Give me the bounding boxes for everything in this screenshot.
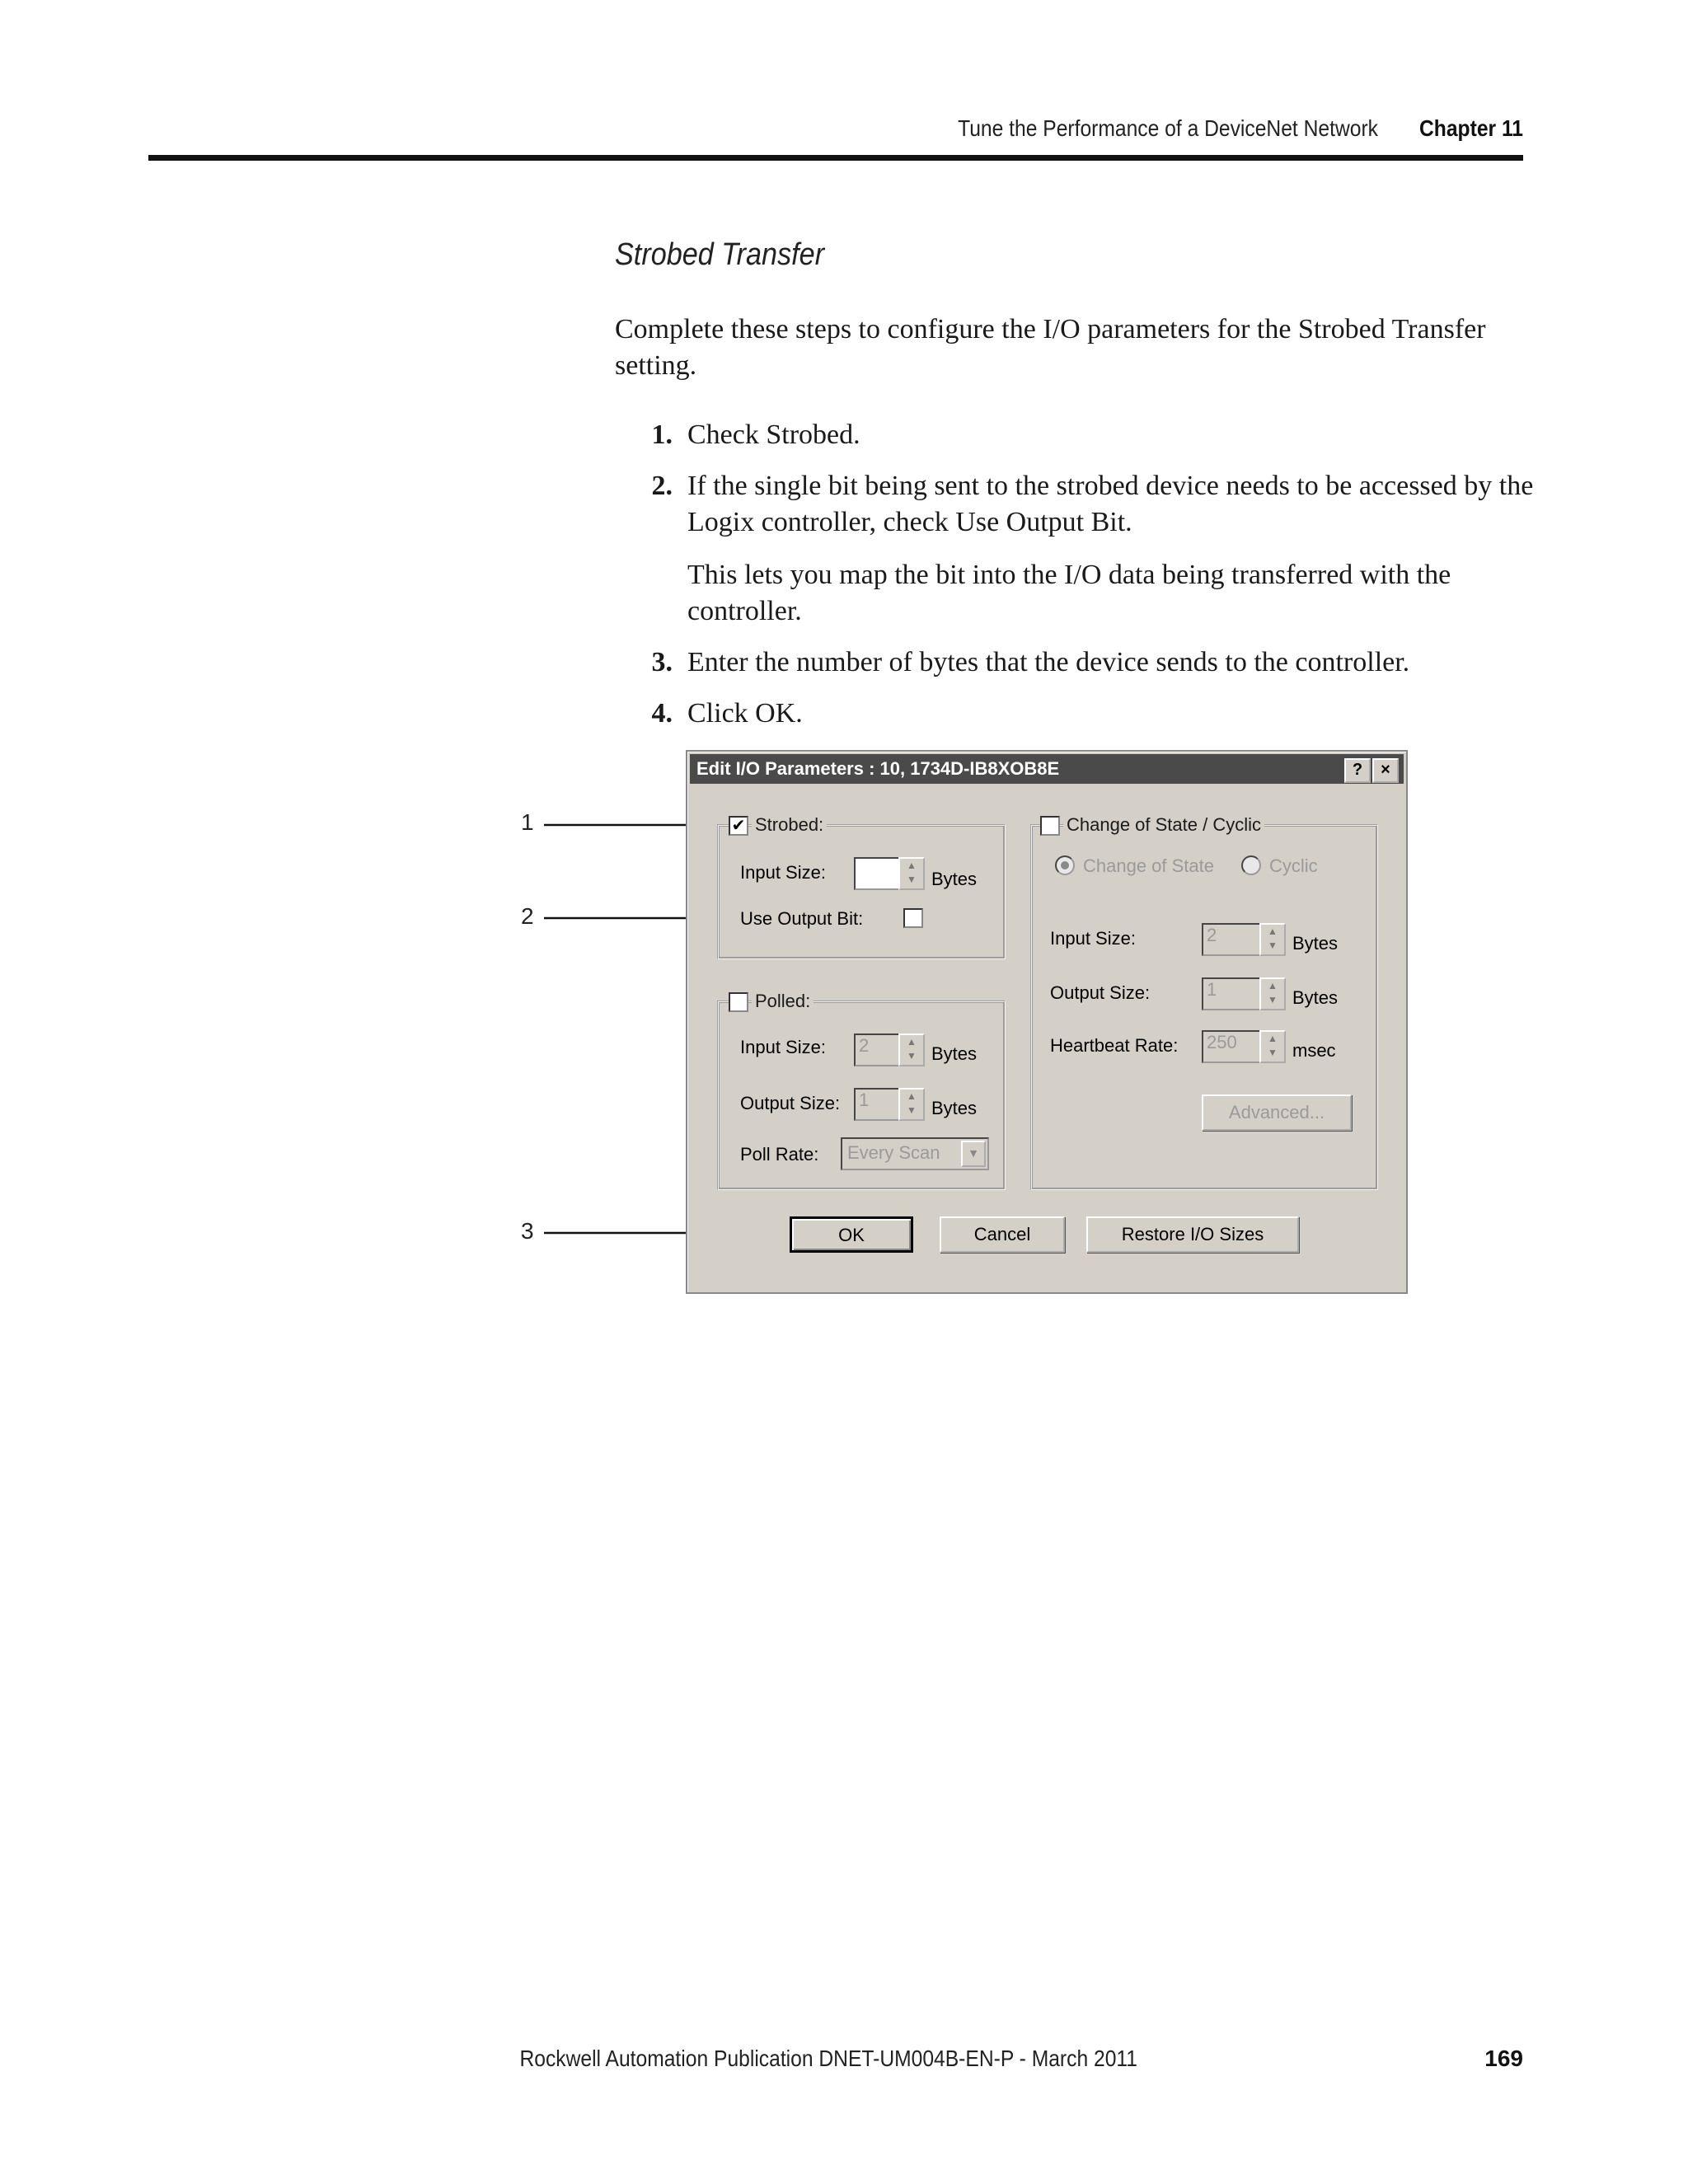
step-2-note: This lets you map the bit into the I/O data being transferred with the controller. <box>687 560 1451 626</box>
running-header-chapter: Chapter 11 <box>1419 115 1523 141</box>
step-number: 4. <box>651 698 673 729</box>
use-output-bit-checkbox[interactable] <box>903 908 923 928</box>
strobed-input-size-field[interactable] <box>854 857 900 890</box>
cos-cyclic-label: Change of State / Cyclic <box>1063 814 1264 836</box>
step-text: If the single bit being sent to the strobed device needs to be accessed by the Logix controller, check Use Output Bit. <box>687 471 1534 537</box>
step-text: Click OK. <box>687 698 803 729</box>
dialog-titlebar <box>690 754 1404 784</box>
heartbeat-rate-units: msec <box>1292 1040 1336 1061</box>
callout-2: 2 <box>521 903 534 929</box>
cancel-button[interactable]: Cancel <box>940 1216 1065 1253</box>
strobed-group <box>717 824 1006 959</box>
cos-input-size-label: Input Size: <box>1050 928 1136 949</box>
poll-rate-select[interactable] <box>841 1137 989 1170</box>
cos-input-size-spinner[interactable]: ▲ ▼ <box>1259 923 1286 956</box>
cos-output-size-spinner[interactable]: ▲ ▼ <box>1259 977 1286 1010</box>
help-button[interactable]: ? <box>1344 758 1371 783</box>
heartbeat-rate-spinner[interactable]: ▲ ▼ <box>1259 1030 1286 1063</box>
running-header-title: Tune the Performance of a DeviceNet Network <box>958 115 1378 141</box>
step-number: 1. <box>651 419 673 450</box>
advanced-button[interactable]: Advanced... <box>1202 1094 1352 1131</box>
polled-output-size-field[interactable]: 1 <box>854 1088 900 1121</box>
cos-input-units: Bytes <box>1292 933 1339 954</box>
cyclic-label: Cyclic <box>1269 855 1318 876</box>
strobed-checkbox[interactable]: ✔ <box>729 816 748 836</box>
step-number: 2. <box>651 471 673 501</box>
polled-checkbox[interactable] <box>729 992 748 1012</box>
cos-output-units: Bytes <box>1292 987 1339 1008</box>
callout-3: 3 <box>521 1218 534 1244</box>
polled-output-units: Bytes <box>931 1098 978 1118</box>
step-text: Check Strobed. <box>687 419 860 450</box>
footer-publication: Rockwell Automation Publication DNET-UM004B-EN-P - March 2011 <box>519 2046 1137 2071</box>
polled-input-units: Bytes <box>931 1043 978 1064</box>
strobed-label: Strobed: <box>752 814 827 836</box>
edit-io-parameters-dialog <box>686 750 1408 1294</box>
page-number: 169 <box>1484 2046 1523 2071</box>
polled-output-size-label: Output Size: <box>740 1093 841 1113</box>
intro-paragraph: Complete these steps to configure the I/O parameters for the Strobed Transfer setting. <box>615 314 1486 381</box>
callout-1: 1 <box>521 809 534 835</box>
use-output-bit-label: Use Output Bit: <box>740 908 864 929</box>
polled-label: Polled: <box>752 991 814 1012</box>
change-of-state-label: Change of State <box>1083 855 1215 876</box>
step-text: Enter the number of bytes that the device sends to the controller. <box>687 647 1410 677</box>
strobed-input-size-label: Input Size: <box>740 862 826 883</box>
polled-input-size-spinner[interactable]: ▲ ▼ <box>898 1033 925 1066</box>
ok-button[interactable]: OK <box>790 1216 913 1253</box>
polled-output-size-spinner[interactable]: ▲ ▼ <box>898 1088 925 1121</box>
cyclic-radio[interactable] <box>1241 855 1261 875</box>
step-number: 3. <box>651 647 673 677</box>
cos-output-size-field[interactable]: 1 <box>1202 977 1261 1010</box>
heartbeat-rate-label: Heartbeat Rate: <box>1050 1035 1179 1056</box>
chevron-down-icon[interactable]: ▼ <box>961 1141 986 1167</box>
poll-rate-label: Poll Rate: <box>740 1144 819 1165</box>
restore-io-sizes-button[interactable]: Restore I/O Sizes <box>1086 1216 1299 1253</box>
polled-input-size-field[interactable]: 2 <box>854 1033 900 1066</box>
polled-input-size-label: Input Size: <box>740 1037 826 1057</box>
poll-rate-value: Every Scan <box>847 1142 940 1163</box>
cos-output-size-label: Output Size: <box>1050 982 1151 1003</box>
change-of-state-radio[interactable] <box>1055 855 1075 875</box>
strobed-input-size-spinner[interactable]: ▲ ▼ <box>898 857 925 890</box>
dialog-title: Edit I/O Parameters : 10, 1734D-IB8XOB8E <box>696 758 1060 779</box>
cos-cyclic-checkbox[interactable] <box>1040 816 1060 836</box>
strobed-input-units: Bytes <box>931 869 978 889</box>
close-button[interactable]: × <box>1372 758 1399 783</box>
heartbeat-rate-field[interactable]: 250 <box>1202 1030 1261 1063</box>
cos-input-size-field[interactable]: 2 <box>1202 923 1261 956</box>
section-title: Strobed Transfer <box>615 237 825 272</box>
